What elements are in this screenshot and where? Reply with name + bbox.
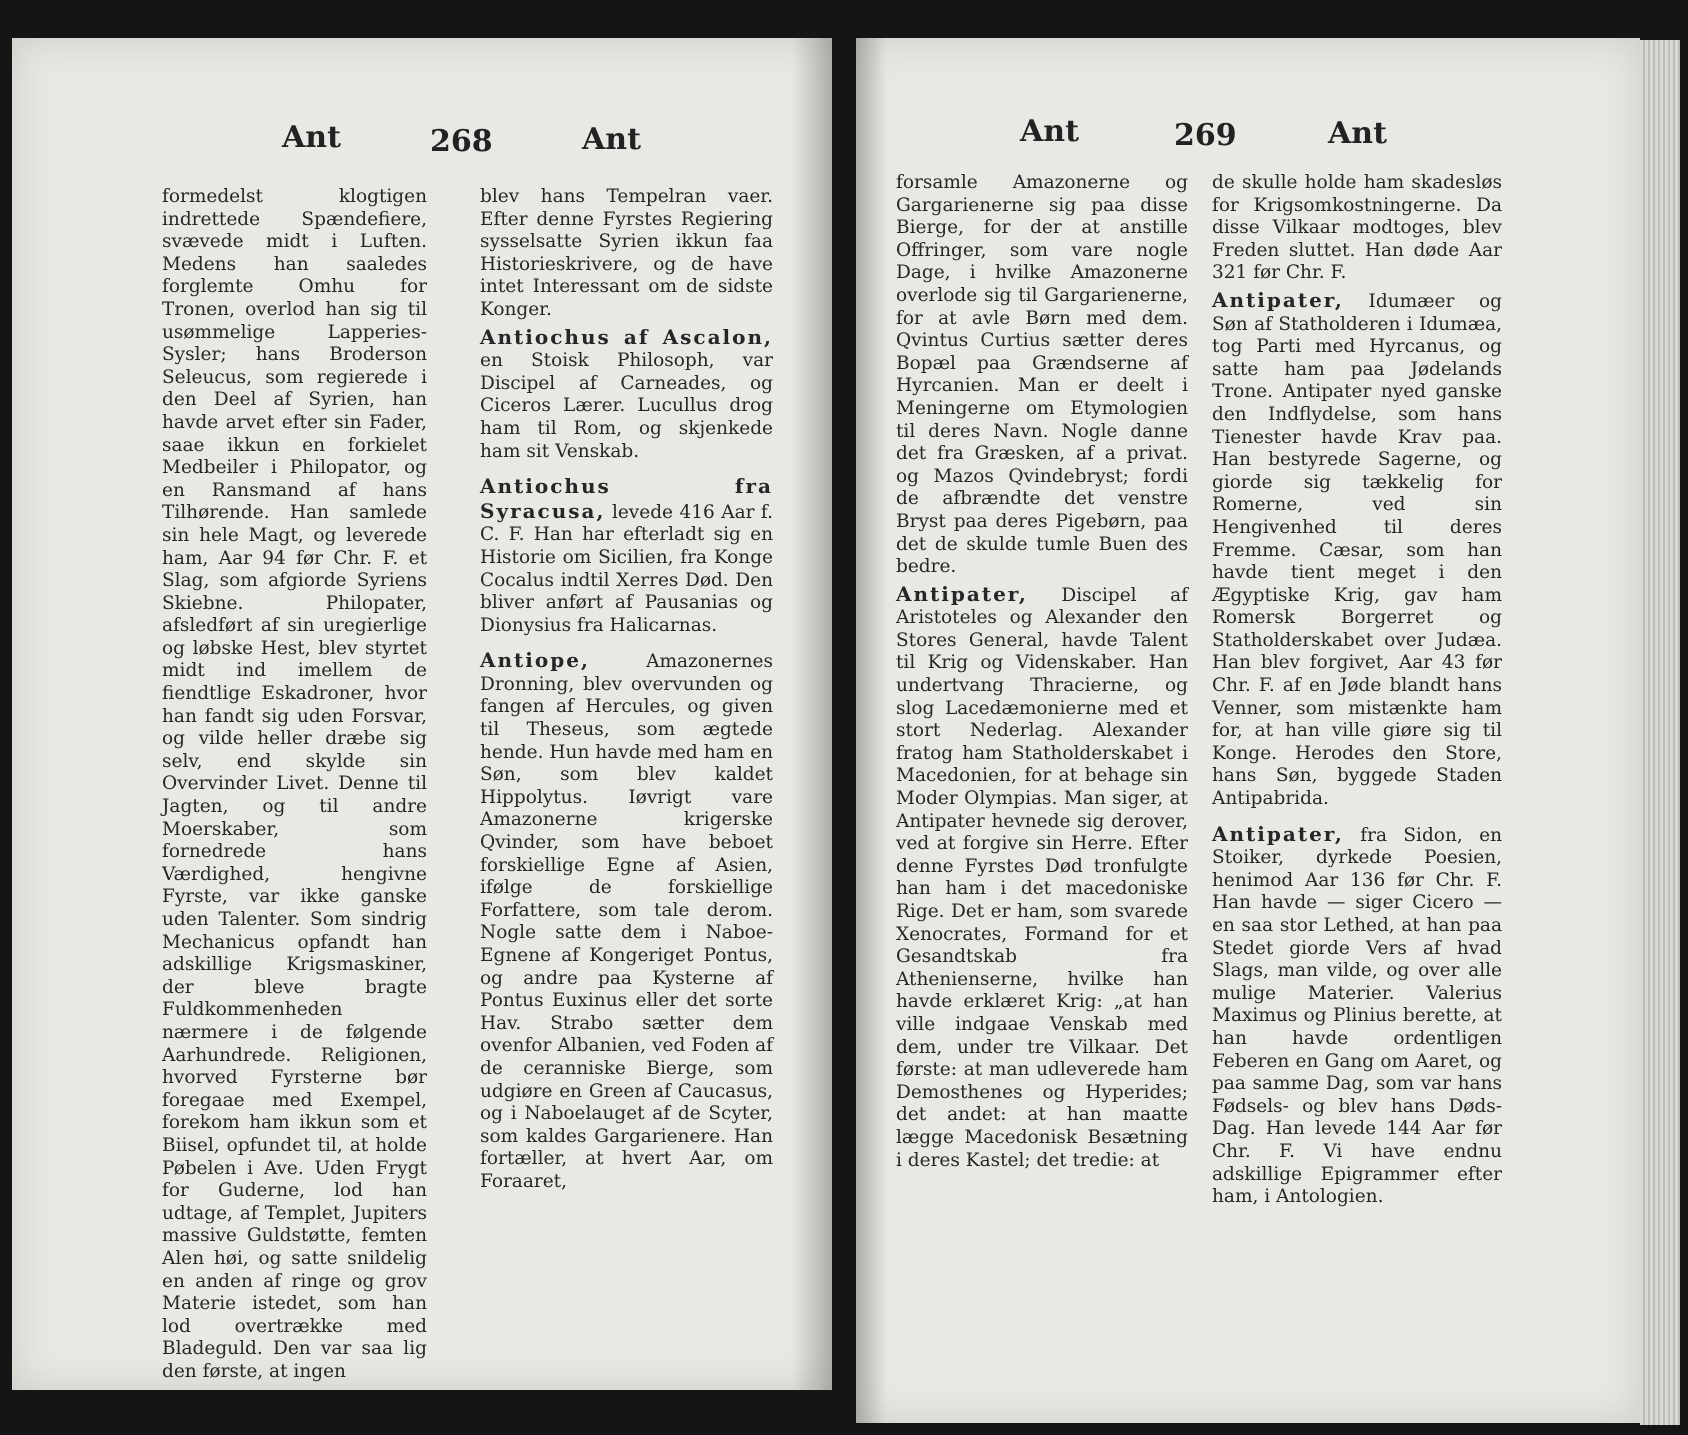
page-number: 269 [1174, 118, 1237, 153]
running-head-left: Ant [282, 120, 341, 155]
entry-text: levede 416 Aar f. C. F. Han har efterladt sig en Historie om Sicilien, fra Konge Cocalus indtil Xerres Død. Den bliver anført af Pausanias og Dionysius fra Halicarnas. [480, 501, 773, 636]
entry-headword: Antipater, [896, 581, 1028, 606]
gutter-shadow [856, 38, 886, 1423]
left-page [12, 38, 832, 1390]
article-text: blev hans Tempelran vaer. Efter denne Fyrstes Regiering sysselsatte Syrien ikkun faa Historieskrivere, og de have intet Interessant om de sidste Konger. [480, 186, 773, 320]
entry-headword: Antipater, [1212, 287, 1344, 312]
article-text: forsamle Amazonerne og Gargarienerne sig paa disse Bierge, for der at anstille Offringer, som vare nogle Dage, i hvilke Amazonerne overlode sig til Gargarienerne, for at avle Børn med dem. Qvintus Curtius sætter deres Bopæl paa Grændserne af Hyrcanien. Man er deelt i Meningerne om Etymologien til deres Navn. Nogle danne det fra Græsken, af a privat. og Mazos Qvindebryst; fordi de afbrændte det venstre Bryst paa deres Pigebørn, paa det de skulde tumle Buen des bedre. [896, 172, 1188, 578]
dictionary-entry [1212, 289, 1502, 811]
entry-text: Idumæer og Søn af Statholderen i Idumæa, tog Parti med Hyrcanus, og satte ham paa Jødelands Trone. Antipater nyed ganske den Indflydelse, som hans Tienester havde Krav paa. Han bestyrede Sagerne, og giorde sig tækkelig for Romerne, ved sin Hengivenhed til deres Fremme. Cæsar, som han havde tient meget i den Ægyptiske Krig, gav ham Romersk Borgerret og Statholderskabet over Judæa. Han blev forgivet, Aar 43 før Chr. F. af en Jøde blandt hans Venner, som mistænkte ham for, at han ville giøre sig til Konge. Herodes den Store, hans Søn, byggede Staden Antipabrida. [1212, 290, 1502, 810]
right-column-1 [896, 172, 1188, 1172]
page-number: 268 [430, 124, 493, 159]
entry-text: fra Sidon, en Stoiker, dyrkede Poesien, henimod Aar 136 før Chr. F. Han havde — siger Cicero — en saa stor Lethed, at han paa Stedet giorde Vers af hvad Slags, man vilde, og over alle mulige Materier. Valerius Maximus og Plinius berette, at han havde ordentligen Feberen en Gang om Aaret, og paa samme Dag, som var hans Fødsels- og blev hans Døds-Dag. Han levede 144 Aar før Chr. F. Vi have endnu adskillige Epigrammer efter ham, i Antologien. [1212, 824, 1502, 1208]
running-head-right: Ant [582, 122, 641, 157]
dictionary-entry [1212, 823, 1502, 1209]
entry-text: en Stoisk Philosoph, var Discipel af Carneades, og Ciceros Lærer. Lucullus drog ham til Rom, og skjenkede ham sit Venskab. [480, 350, 773, 462]
entry-text: Amazonernes Dronning, blev overvunden og fangen af Hercules, og given til Theseus, som ægtede hende. Hun havde med ham en Søn, som blev kaldet Hippolytus. Iøvrigt vare Amazonerne krigerske Qvinder, som have beboet forskiellige Egne af Asien, ifølge de forskiellige Forfattere, som tale derom. Nogle satte dem i Naboe-Egnene af Kongeriget Pontus, og andre paa Kysterne af Pontus Euxinus eller det sorte Hav. Strabo sætter dem ovenfor Albanien, ved Foden af de ceranniske Bierge, som udgiøre en Green af Caucasus, og i Naboelauget af de Scyter, som kaldes Gargarienere. Han fortæller, at hvert Aar, om Foraaret, [480, 651, 773, 1192]
dictionary-entry [896, 583, 1188, 1172]
entry-headword: Antiochus af Ascalon, [480, 324, 773, 349]
entry-text: Discipel af Aristoteles og Alexander den Stores General, havde Talent til Krig og Videnskaber. Han undertvang Thracierne, og slog Lacedæmonierne med et stort Nederlag. Alexander fratog ham Statholderskabet i Macedonien, for at behage sin Moder Olympias. Man siger, at Antipater hevnede sig derover, ved at forgive sin Herre. Efter denne Fyrstes Død tronfulgte han ham i det macedoniske Rige. Det er ham, som svarede Xenocrates, Formand for et Gesandtskab fra Athenienserne, hvilke han havde erklæret Krig: „at han ville indgaae Venskab med dem, under tre Vilkaar. Det første: at man udleverede ham Demosthenes og Hyperides; det andet: at han maatte lægge Macedonisk Besætning i deres Kastel; det tredie: at [896, 584, 1188, 1171]
page-edges [1640, 40, 1680, 1425]
entry-headword: Antiope, [480, 648, 590, 673]
dictionary-entry [480, 326, 773, 464]
left-column-1 [162, 186, 427, 1387]
gutter-shadow [792, 38, 832, 1390]
right-page [856, 38, 1640, 1423]
entry-headword: Antiochus fra Syracusa, [480, 474, 773, 523]
running-head-right: Ant [1328, 116, 1387, 151]
article-text: formedelst klogtigen indrettede Spændefiere, svævede midt i Luften. Medens han saaledes forglemte Omhu for Tronen, overlod han sig til usømmelige Lapperies-Sysler; hans Broderson Seleucus, som regierede i den Deel af Syrien, han havde arvet efter sin Fader, saae ikkun en forkielet Medbeiler i Philopator, og en Ransmand af hans Tilhørende. Han samlede sin hele Magt, og leverede ham, Aar 94 før Chr. F. et Slag, som afgiorde Syriens Skiebne. Philopater, afsledført af sin uregierlige og løbske Hest, blev styrtet midt ind imellem de fiendtlige Eskadroner, hvor han fandt sig uden Forsvar, og vilde heller dræbe sig selv, end skylde sin Overvinder Livet. Denne til Jagten, og til andre Moerskaber, som fornedrede hans Værdighed, hengivne Fyrste, var ikke ganske uden Talenter. Som sindrig Mechanicus opfandt han adskillige Krigsmaskiner, der bleve bragte Fuldkommenheden nærmere i de følgende Aarhundrede. Religionen, hvorved Fyrsterne bør foregaae med Exempel, forekom ham ikkun som et Biisel, opfundet til, at holde Pøbelen i Ave. Uden Frygt for Guderne, lod han udtage, af Templet, Jupiters massive Guldstøtte, femten Alen høi, og satte snildelig en anden af ringe og grov Materie istedet, som han lod overtrække med Bladeguld. Den var saa lig den første, at ingen [162, 186, 427, 1382]
article-text: de skulle holde ham skadesløs for Krigsomkostningerne. Da disse Vilkaar modtoges, blev Freden sluttet. Han døde Aar 321 før Chr. F. [1212, 172, 1502, 284]
dictionary-entry [480, 475, 773, 637]
running-head-left: Ant [1020, 114, 1079, 149]
dictionary-entry [480, 649, 773, 1193]
right-column-2 [1212, 172, 1502, 1209]
left-column-2 [480, 186, 773, 1194]
entry-headword: Antipater, [1212, 821, 1344, 846]
